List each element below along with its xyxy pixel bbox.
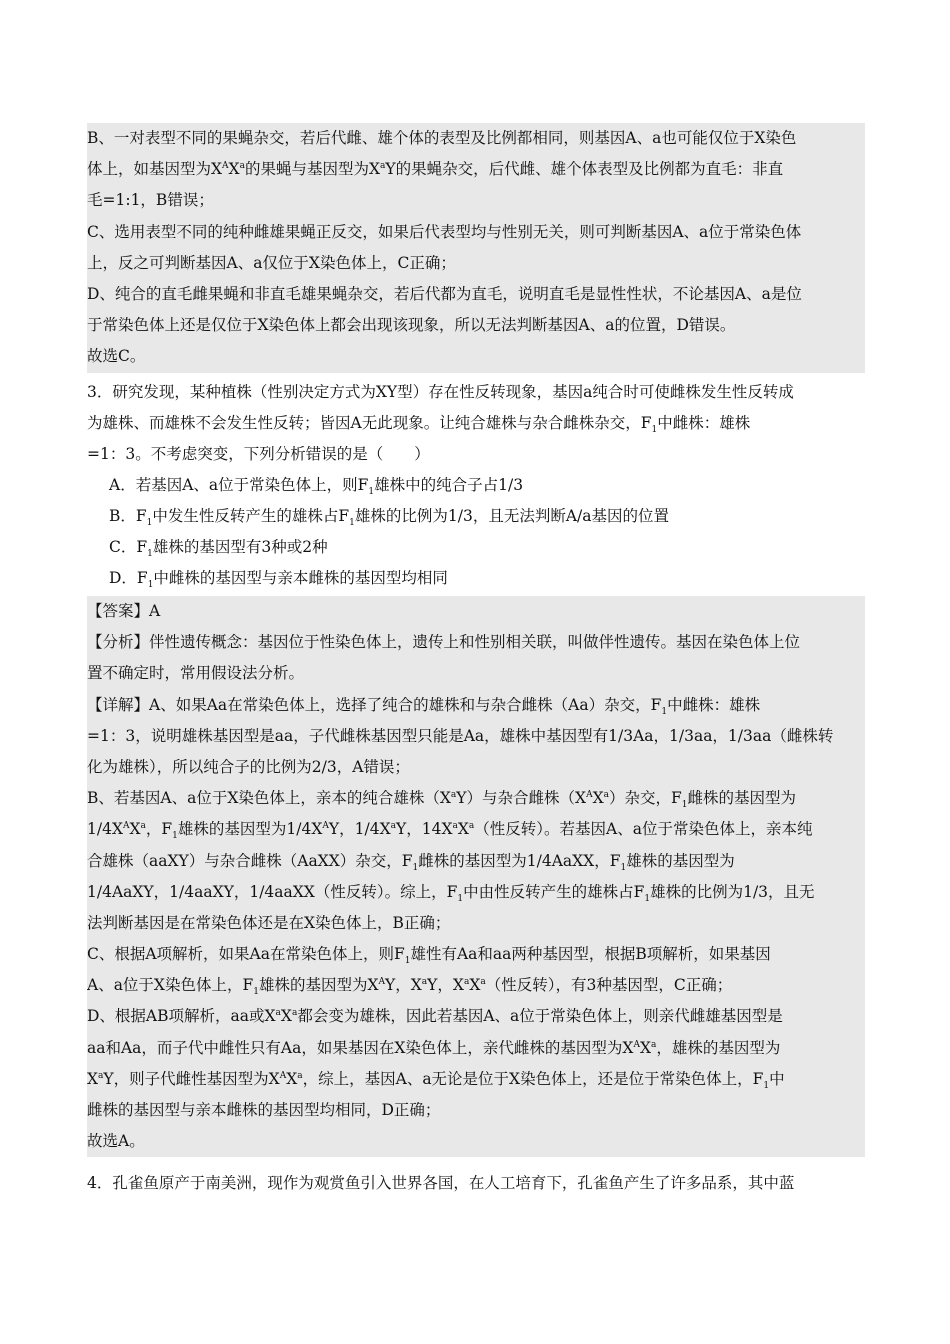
answer-label: 【答案】A [87, 602, 161, 620]
text-line: 于常染色体上还是仅位于X染色体上都会出现该现象，所以无法判断基因A、a的位置，D错误。 [87, 316, 736, 335]
analysis-line: 【分析】伴性遗传概念：基因位于性染色体上，遗传上和性别相关联，叫做伴性遗传。基因在染色体上位 [87, 633, 801, 652]
question-stem-line: =1：3。不考虑突变，下列分析错误的是（ ） [87, 445, 430, 463]
detail-line: $X^aY$，则子代雌性基因型为$X^AX^a$，综上，基因A、a无论是位于X染色体上，还是位于常染色体上，$F_1$中 [87, 1069, 785, 1091]
detail-line: aa和Aa，而子代中雌性只有Aa，如果基因在X染色体上，亲代雌株的基因型为$X^AX^a$，雄株的基因型为 [87, 1038, 781, 1057]
detail-line: 合雄株（aaXY）与杂合雌株（AaXX）杂交，$F_1$雌株的基因型为1/4AaXX，$F_1$雄株的基因型为 [87, 851, 735, 873]
text-line: 上，反之可判断基因A、a仅位于X染色体上，C正确； [87, 253, 456, 272]
detail-line: A、a位于X染色体上，$F_1$雄株的基因型为$X^AY$，$X^aY$，$X^aX^a$（性反转），有3种基因型，C正确； [87, 976, 733, 998]
text-line: 故选C。 [87, 347, 146, 366]
conclusion-line: 故选A。 [87, 1132, 145, 1151]
option-d: D．$F_1$中雌株的基因型与亲本雌株的基因型均相同 [109, 569, 448, 591]
detail-line: 【详解】A、如果Aa在常染色体上，选择了纯合的雄株和与杂合雌株（Aa）杂交，$F_1$中雌株：雄株 [87, 695, 761, 717]
text-line: C、选用表型不同的纯种雌雄果蝇正反交，如果后代表型均与性别无关，则可判断基因A、a位于常染色体 [87, 222, 802, 241]
option-a: A．若基因A、a位于常染色体上，则$F_1$雄株中的纯合子占1/3 [109, 476, 524, 498]
question-stem-line: 为雄株、而雄株不会发生性反转；皆因A无此现象。让纯合雄株与杂合雌株杂交，$F_1$中雌株：雄株 [87, 414, 751, 436]
detail-line: D、根据AB项解析，aa或$X^aX^a$都会变为雄株，因此若基因A、a位于常染色体上，则亲代雌雄基因型是 [87, 1007, 783, 1026]
detail-line: 法判断基因是在常染色体还是在X染色体上，B正确； [87, 913, 451, 932]
question-3 [87, 377, 865, 594]
detail-line: 化为雄株），所以纯合子的比例为2/3，A错误； [87, 757, 410, 776]
question-stem-line: 3．研究发现，某种植株（性别决定方式为XY型）存在性反转现象，基因a纯合时可使雌株发生性反转成 [87, 383, 794, 401]
option-b: B．$F_1$中发生性反转产生的雄株占$F_1$雄株的比例为1/3，且无法判断A/a基因的位置 [109, 507, 669, 529]
answer-explanation-3 [87, 596, 865, 1157]
detail-line: =1：3，说明雄株基因型是aa，子代雌株基因型只能是Aa，雄株中基因型有1/3Aa，1/3aa，1/3aa（雌株转 [87, 726, 834, 745]
detail-line: C、根据A项解析，如果Aa在常染色体上，则$F_1$雄性有Aa和aa两种基因型，根据B项解析，如果基因 [87, 945, 771, 967]
detail-line: $1/4X^AX^a$，$F_1$雄株的基因型为$1/4X^AY$，$1/4X^aY$，$14X^aX^a$（性反转）。若基因A、a位于常染色体上，亲本纯 [87, 820, 813, 842]
text-line: 体上，如基因型为$X^AX^a$的果蝇与基因型为$X^aY$的果蝇杂交，后代雌、雄个体表型及比例都为直毛：非直 [87, 160, 784, 179]
detail-line: 雌株的基因型与亲本雌株的基因型均相同，D正确； [87, 1101, 441, 1119]
previous-explanation [87, 123, 865, 373]
question-4 [87, 1168, 865, 1199]
text-line: D、纯合的直毛雌果蝇和非直毛雄果蝇杂交，若后代都为直毛，说明直毛是显性性状，不论基因A、a是位 [87, 284, 802, 303]
text-line: 毛=1:1，B错误； [87, 191, 214, 210]
detail-line: B、若基因A、a位于X染色体上，亲本的纯合雄株$(X^aY)$与杂合雌株$(X^AX^a)$杂交，$F_1$雌株的基因型为 [87, 789, 796, 811]
option-c: C．$F_1$雄株的基因型有3种或2种 [109, 538, 328, 560]
question-stem-line: 4．孔雀鱼原产于南美洲，现作为观赏鱼引入世界各国，在人工培育下，孔雀鱼产生了许多品系，其中蓝 [87, 1174, 795, 1192]
analysis-line: 置不确定时，常用假设法分析。 [87, 664, 305, 683]
detail-line: 1/4AaXY，1/4aaXY，1/4aaXX（性反转）。综上，$F_1$中由性反转产生的雄株占$F_1$雄株的比例为1/3，且无 [87, 882, 815, 904]
text-line: B、一对表型不同的果蝇杂交，若后代雌、雄个体的表型及比例都相同，则基因A、a也可能仅位于X染色 [87, 129, 797, 147]
